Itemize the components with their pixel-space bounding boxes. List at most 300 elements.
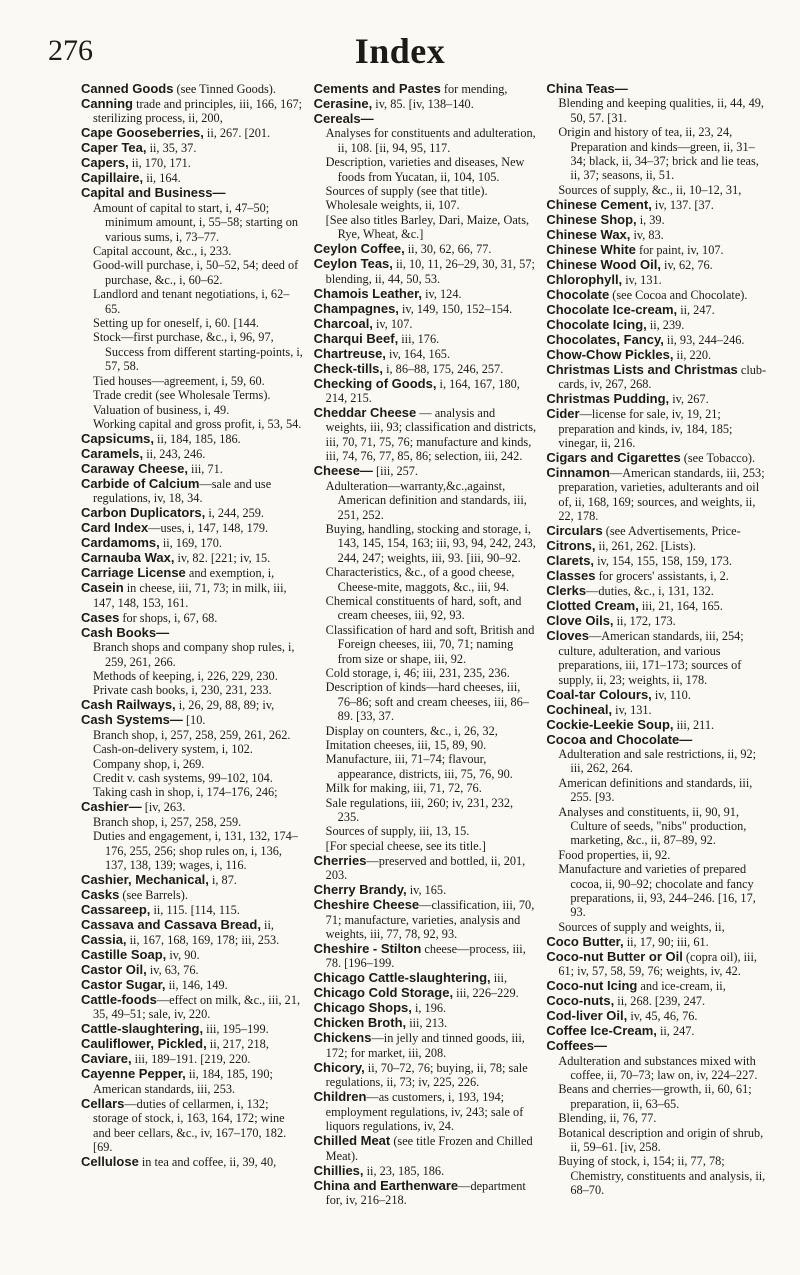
index-entry-text: iv, 164, 165.: [385, 346, 451, 361]
index-entry-heading: Cellulose: [81, 1154, 139, 1170]
index-entry: [546, 718, 770, 732]
index-subentry: Working capital and gross profit, i, 53, 54.: [93, 416, 302, 431]
index-entry-heading: Casks: [81, 887, 120, 902]
index-entry: [81, 1052, 305, 1066]
index-entry-text: iii, 21, 164, 165.: [638, 599, 723, 614]
index-entry: [546, 392, 770, 406]
index-entry-text: iv, 165.: [406, 883, 447, 898]
index-entry: [314, 362, 538, 376]
index-entry-text: —duties of cellarmen, i, 132; storage of stock, i, 163, 164, 172; wine and beer cellars, &c., iv, 167–170, 182. [69.: [93, 1096, 287, 1155]
index-entry: [81, 993, 305, 1022]
index-entry-heading: Cereals—: [313, 111, 374, 126]
index-entry: [81, 141, 305, 155]
index-entry: [546, 82, 770, 197]
index-subentry: Capital account, &c., i, 233.: [93, 244, 232, 259]
index-subentry: [For special cheese, see its title.]: [325, 838, 486, 853]
index-subentry: Analyses and constituents, ii, 90, 91, Culture of seeds, "nibs" production, marketing, &c., ii, 87–89, 92.: [558, 804, 747, 848]
index-entry-heading: Cassava and Cassava Bread,: [81, 917, 261, 932]
index-entry: [81, 800, 305, 872]
index-entry: [81, 626, 305, 698]
index-subentry: Branch shops and company shop rules, i, 259, 261, 266.: [93, 640, 295, 669]
index-subentry: Branch shop, i, 257, 258, 259.: [93, 814, 242, 829]
index-entry-text: ii, 247.: [677, 302, 715, 317]
index-entry-heading: Coal-tar Colours,: [546, 686, 652, 702]
index-entry: [546, 1009, 770, 1023]
index-entry: [546, 198, 770, 212]
index-entry-heading: Cattle-slaughtering,: [81, 1021, 204, 1037]
index-entry-text: cheese—process, iii, 78. [196–199.: [325, 942, 526, 971]
index-entry-heading: Chinese White: [546, 241, 636, 257]
index-entry-text: —sale and use regulations, iv, 18, 34.: [93, 476, 272, 506]
index-entry-heading: Carriage License: [81, 565, 186, 581]
index-entry: [314, 1090, 538, 1133]
index-entry: [546, 979, 770, 993]
index-entry-heading: Cherry Brandy,: [313, 882, 407, 898]
index-entry-heading: Cockie-Leekie Soup,: [546, 716, 674, 732]
index-entry: [81, 432, 305, 446]
index-entry: [81, 963, 305, 977]
index-entry-text: iv, 45, 46, 76.: [627, 1009, 698, 1024]
index-entry-text: and exemption, i,: [185, 566, 275, 581]
index-subentry: Characteristics, &c., of a good cheese, Cheese-mite, maggots, &c., iii, 94.: [325, 565, 515, 594]
index-entry: [81, 186, 305, 431]
index-entry: [81, 477, 305, 506]
index-entry: [546, 258, 770, 272]
index-entry-text: ii, 184, 185, 186.: [153, 431, 241, 446]
index-entry: [314, 406, 538, 464]
index-entry: [314, 854, 538, 883]
index-entry-heading: Charcoal,: [313, 315, 373, 331]
index-entry: [314, 302, 538, 316]
index-entry-text: i, 39.: [636, 212, 665, 227]
index-entry: [546, 318, 770, 332]
index-entry-heading: Cheese—: [313, 463, 373, 479]
page-number: 276: [48, 34, 93, 67]
index-entry-heading: Cape Gooseberries,: [81, 125, 204, 141]
index-entry: [81, 918, 305, 932]
index-entry-heading: Cod-liver Oil,: [546, 1008, 628, 1024]
index-entry: [81, 978, 305, 992]
index-entry-heading: Coffee Ice-Cream,: [546, 1023, 657, 1039]
index-entry-text: iv, 131.: [612, 702, 652, 717]
index-subentry: Wholesale weights, ii, 107.: [325, 198, 460, 213]
index-entry: [546, 703, 770, 717]
index-entry: [81, 581, 305, 610]
index-entry-heading: Cherries: [313, 852, 367, 868]
index-entry: [314, 317, 538, 331]
index-entry-heading: Chinese Shop,: [546, 211, 637, 227]
index-entry-text: iv, 137. [37.: [651, 197, 714, 212]
index-subentry: Cold storage, i, 46; iii, 231, 235, 236.: [325, 665, 510, 680]
index-entry: [81, 888, 305, 902]
index-column-3: [546, 82, 776, 1262]
index-entry-text: ii, 268. [239, 247.: [614, 994, 706, 1009]
index-entry-heading: Ceylon Teas,: [313, 256, 393, 272]
index-entry-heading: Canning: [81, 96, 133, 111]
index-entry: [81, 521, 305, 535]
index-subentry: Credit v. cash systems, 99–102, 104.: [93, 770, 273, 785]
index-entry-text: iii, 226–229.: [453, 986, 519, 1001]
index-entry: [314, 287, 538, 301]
index-subentry: Beans and cherries—growth, ii, 60, 61; preparation, ii, 63–65.: [558, 1082, 752, 1111]
index-entry-text: (copra oil), iii, 61; iv, 57, 58, 59, 76; weights, iv, 42.: [558, 949, 757, 979]
index-entry-text: i, 196.: [411, 1001, 447, 1016]
index-entry: [314, 1061, 538, 1090]
index-subentry: Buying of stock, i, 154; ii, 77, 78; Chemistry, constituents and analysis, ii, 68–70.: [558, 1154, 766, 1198]
index-entry-text: —department for, iv, 216–218.: [325, 1178, 526, 1207]
index-entry-heading: Coco Butter,: [546, 933, 624, 949]
index-subentry: [See also titles Barley, Dari, Maize, Oats, Rye, Wheat, &c.]: [325, 212, 530, 242]
index-entry-text: (see Cocoa and Chocolate).: [609, 287, 748, 302]
index-subentry: Landlord and tenant negotiations, i, 62–65.: [93, 287, 290, 316]
index-subentry: Classification of hard and soft, British and Foreign cheeses, iii, 70, 71; naming from size or shape, iii, 92.: [325, 622, 535, 666]
index-entry-heading: Cheshire - Stilton: [313, 941, 422, 957]
index-entry: [546, 348, 770, 362]
index-entry-heading: Chicago Cattle-slaughtering,: [313, 970, 491, 986]
index-entry: [81, 1022, 305, 1036]
index-entry-heading: Caraway Cheese,: [81, 460, 188, 476]
index-entry-text: iv, 63, 76.: [146, 963, 199, 977]
index-entry-text: ii, 10, 11, 26–29, 30, 31, 57; blending, ii, 44, 50, 53.: [325, 257, 535, 286]
index-entry: [314, 332, 538, 346]
index-subentry: Amount of capital to start, i, 47–50; minimum amount, i, 55–58; starting on various sums, i, 73–77.: [93, 200, 298, 244]
index-entry-text: iv, 90.: [166, 948, 200, 962]
index-entry-text: iv, 110.: [651, 687, 691, 702]
index-subentry: Manufacture and varieties of prepared cocoa, ii, 90–92; chocolate and fancy preparations, ii, 93, 244–246. [16, 17, 93.: [558, 862, 756, 920]
index-entry-heading: Cloves: [546, 628, 589, 644]
index-entry-heading: Cayenne Pepper,: [81, 1066, 186, 1082]
index-entry-text: iv, 267.: [669, 392, 709, 407]
index-entry-heading: Chocolate Icing,: [546, 316, 647, 332]
index-entry-text: for paint, iv, 107.: [635, 242, 724, 257]
index-entry-text: in tea and coffee, ii, 39, 40,: [138, 1155, 277, 1170]
index-subentry: Manufacture, iii, 71–74; flavour, appearance, districts, iii, 75, 76, 90.: [325, 752, 513, 781]
index-entry: [314, 82, 538, 96]
index-entry: [546, 288, 770, 302]
index-entry-text: in cheese, iii, 71, 73; in milk, iii, 147, 148, 153, 161.: [93, 581, 287, 610]
index-entry-text: ii,: [260, 918, 274, 932]
index-entry-text: iv, 62, 76.: [660, 257, 713, 272]
index-subentry: Sources of supply, &c., ii, 10–12, 31,: [558, 182, 742, 197]
index-entry-text: (see Barrels).: [119, 888, 188, 902]
index-entry-heading: Chicago Cold Storage,: [313, 985, 454, 1001]
index-subentry: Origin and history of tea, ii, 23, 24, Preparation and kinds—green, ii, 31–34; black, ii, 34–37; brick and lie teas, ii, 37; seasons, ii, 51.: [558, 125, 759, 183]
index-entry-heading: China Teas—: [546, 82, 628, 96]
index-entry-text: iii, 211.: [673, 717, 715, 732]
index-entry: [81, 713, 305, 799]
index-entry-heading: Cash Railways,: [81, 697, 176, 713]
index-entry-heading: Capital and Business—: [81, 185, 226, 201]
index-entry-text: [iii, 257.: [372, 464, 419, 479]
index-entry-heading: Chocolate: [546, 286, 610, 302]
index-subentry: Valuation of business, i, 49.: [93, 402, 230, 417]
index-entry: [546, 599, 770, 613]
index-entry-heading: Cashier—: [81, 799, 142, 815]
index-entry-text: ii, 167, 168, 169, 178; iii, 253.: [126, 933, 280, 947]
index-entry-text: iii, 213.: [406, 1016, 448, 1031]
index-entry-text: ii, 239.: [646, 317, 685, 332]
index-entry: [546, 629, 770, 687]
index-entry: [81, 1067, 305, 1096]
index-entry-text: iii, 195–199.: [203, 1022, 269, 1037]
index-entry: [546, 524, 770, 538]
index-entry-heading: Chocolate Ice-cream,: [546, 301, 678, 317]
index-entry: [81, 506, 305, 520]
index-subentry: Tied houses—agreement, i, 59, 60.: [93, 373, 265, 388]
index-entry-text: for mending,: [440, 82, 508, 96]
index-entry-heading: Cellars: [81, 1095, 125, 1111]
index-subentry: Display on counters, &c., i, 26, 32,: [325, 723, 498, 738]
index-entry: [546, 273, 770, 287]
index-entry: [314, 971, 538, 985]
index-entry-heading: Chicago Shops,: [313, 1000, 412, 1016]
index-entry: [546, 569, 770, 583]
index-entry-heading: Capillaire,: [81, 170, 144, 186]
index-entry-text: ii, 247.: [656, 1024, 695, 1039]
index-subentry: Milk for making, iii, 71, 72, 76.: [325, 781, 482, 796]
index-entry-heading: Cerasine,: [313, 96, 373, 111]
index-entry: [314, 1031, 538, 1060]
index-entry: [81, 551, 305, 565]
index-entry: [546, 466, 770, 524]
index-entry-heading: Caviare,: [81, 1051, 132, 1067]
index-subentry: Company shop, i, 269.: [93, 756, 205, 771]
index-entry: [81, 611, 305, 625]
index-entry-text: club-cards, iv, 267, 268.: [558, 362, 767, 392]
index-entry-text: iv, 83.: [630, 227, 664, 242]
index-entry-text: [iv, 263.: [141, 800, 186, 815]
index-entry-heading: Clarets,: [546, 553, 595, 569]
index-entry-text: iii, 71.: [187, 461, 223, 476]
index-entry: [314, 464, 538, 853]
index-entry: [546, 1024, 770, 1038]
index-columns: [81, 82, 776, 1262]
index-subentry: Branch shop, i, 257, 258, 259, 261, 262.: [93, 727, 291, 742]
index-entry: [81, 933, 305, 947]
index-entry: [314, 1134, 538, 1163]
index-entry-text: (see Tinned Goods).: [173, 82, 276, 96]
index-entry-heading: Cassia,: [81, 932, 127, 947]
index-entry-text: i, 244, 259.: [205, 506, 265, 521]
index-subentry: Blending and keeping qualities, ii, 44, 49, 50, 57. [31.: [558, 96, 764, 125]
index-entry: [81, 536, 305, 550]
index-entry-text: (see title Frozen and Chilled Meat).: [325, 1134, 533, 1163]
index-entry: [546, 228, 770, 242]
index-entry-heading: Coco-nut Butter or Oil: [546, 948, 683, 964]
index-subentry: Botanical description and origin of shrub, ii, 59–61. [iv, 258.: [558, 1125, 764, 1155]
index-entry-heading: Cigars and Cigarettes: [546, 450, 681, 466]
index-entry: [314, 1179, 538, 1208]
index-entry-heading: Cashier, Mechanical,: [81, 872, 209, 887]
index-entry: [546, 614, 770, 628]
index-entry-heading: Cases: [81, 609, 120, 625]
index-entry: [314, 347, 538, 361]
index-entry-heading: Christmas Lists and Christmas: [546, 361, 738, 377]
index-entry: [546, 363, 770, 392]
index-entry: [546, 333, 770, 347]
index-entry-heading: Cider: [546, 406, 580, 422]
index-entry: [314, 1016, 538, 1030]
index-entry: [546, 303, 770, 317]
index-entry-heading: Chartreuse,: [313, 345, 386, 361]
index-entry-heading: Coffees—: [546, 1038, 608, 1054]
index-entry: [546, 451, 770, 465]
index-entry-text: (see Tobacco).: [680, 451, 756, 466]
index-entry-text: ii, 146, 149.: [165, 978, 228, 992]
index-entry: [81, 698, 305, 712]
index-entry-text: iii, 189–191. [219, 220.: [131, 1052, 251, 1067]
index-entry-text: [10.: [182, 713, 206, 728]
index-entry-heading: Cash Books—: [81, 624, 170, 640]
index-entry-text: —as customers, i, 193, 194; employment regulations, iv, 243; sale of liquors regulations, iv, 24.: [325, 1090, 524, 1134]
index-entry: [81, 1155, 305, 1169]
index-entry-text: —preserved and bottled, ii, 201, 203.: [325, 853, 526, 883]
index-entry-text: i, 86–88, 175, 246, 257.: [383, 361, 504, 376]
index-entry-heading: Cinnamon: [546, 465, 610, 481]
index-entry-text: trade and principles, iii, 166, 167; sterilizing process, ii, 200,: [93, 97, 303, 126]
index-entry-text: ii, 169, 170.: [159, 536, 222, 551]
index-entry: [81, 126, 305, 140]
index-subentry: Analyses for constituents and adulteration, ii, 108. [ii, 94, 95, 117.: [325, 126, 536, 155]
index-entry-heading: Chow-Chow Pickles,: [546, 346, 674, 362]
index-entry-heading: Clotted Cream,: [546, 598, 639, 614]
index-entry-text: ii, 243, 246.: [143, 446, 206, 461]
index-entry: [81, 97, 305, 126]
index-entry: [546, 584, 770, 598]
index-subentry: Cash-on-delivery system, i, 102.: [93, 742, 253, 757]
index-entry-text: —in jelly and tinned goods, iii, 172; for market, iii, 208.: [325, 1031, 525, 1060]
index-entry-text: ii, 217, 218,: [206, 1037, 269, 1052]
index-subentry: Duties and engagement, i, 131, 132, 174–176, 255, 256; shop rules on, i, 136, 137, 138, 139; wages, i, 116.: [93, 829, 298, 872]
index-subentry: Imitation cheeses, iii, 15, 89, 90.: [325, 738, 487, 752]
index-entry-heading: Clove Oils,: [546, 613, 614, 629]
index-entry: [81, 462, 305, 476]
index-entry-text: iv, 82. [221; iv, 15.: [174, 551, 271, 566]
index-subentry: Food properties, ii, 92.: [558, 847, 671, 862]
index-entry-text: ii, 164.: [143, 171, 181, 186]
index-entry-text: ii, 170, 171.: [128, 156, 191, 171]
index-entry-heading: Chamois Leather,: [313, 285, 423, 301]
index-entry: [546, 243, 770, 257]
index-entry: [314, 242, 538, 256]
index-entry-text: i, 26, 29, 88, 89; iv,: [175, 698, 275, 713]
index-entry: [81, 948, 305, 962]
index-entry-text: ii, 261, 262. [Lists).: [595, 539, 696, 554]
index-entry: [314, 883, 538, 897]
index-entry: [314, 942, 538, 971]
index-entry: [81, 903, 305, 917]
index-entry-text: for shops, i, 67, 68.: [119, 610, 218, 625]
index-entry-text: ii, 184, 185, 190; American standards, iii, 253.: [93, 1067, 273, 1096]
index-entry-text: —effect on milk, &c., iii, 21, 35, 49–51; sale, iv, 220.: [93, 993, 301, 1022]
index-entry: [81, 873, 305, 887]
index-subentry: Trade credit (see Wholesale Terms).: [93, 388, 271, 403]
index-entry-heading: Chilled Meat: [313, 1133, 391, 1149]
index-entry: [314, 986, 538, 1000]
index-entry-heading: Champagnes,: [313, 300, 399, 316]
index-entry: [314, 1164, 538, 1178]
index-entry-heading: Caper Tea,: [81, 140, 147, 156]
index-entry: [546, 213, 770, 227]
index-entry-heading: Chicken Broth,: [313, 1015, 407, 1031]
index-entry: [546, 994, 770, 1008]
index-entry-text: ii, 220.: [673, 347, 712, 362]
index-entry-text: and ice-cream, ii,: [637, 979, 726, 994]
index-entry-heading: Carbide of Calcium: [81, 475, 200, 491]
index-entry-heading: Circulars: [546, 523, 603, 539]
index-entry-text: i, 87.: [208, 873, 237, 887]
index-entry-heading: Castor Oil,: [81, 962, 147, 977]
index-entry-heading: Cauliflower, Pickled,: [81, 1036, 207, 1052]
index-entry: [81, 156, 305, 170]
index-entry-text: i, 164, 167, 180, 214, 215.: [325, 376, 520, 406]
index-entry-text: for grocers' assistants, i, 2.: [595, 569, 729, 584]
index-entry-heading: Cheshire Cheese: [313, 897, 420, 913]
index-entry-heading: Cocoa and Chocolate—: [546, 731, 693, 747]
index-subentry: Description, varieties and diseases, New foods from Yucatan, ii, 104, 105.: [325, 155, 525, 184]
index-subentry: Private cash books, i, 230, 231, 233.: [93, 683, 272, 698]
index-entry-heading: Casein: [81, 580, 124, 596]
index-entry: [81, 1097, 305, 1155]
index-subentry: Setting up for oneself, i, 60. [144.: [93, 316, 259, 331]
index-entry: [314, 257, 538, 286]
index-entry: [81, 171, 305, 185]
index-subentry: Good-will purchase, i, 50–52, 54; deed of purchase, &c., i, 60–62.: [93, 258, 299, 287]
index-entry-heading: Christmas Pudding,: [546, 391, 670, 407]
index-entry-heading: Clerks: [546, 583, 587, 599]
index-entry: [546, 688, 770, 702]
index-entry-heading: Carbon Duplicators,: [81, 505, 206, 521]
index-subentry: Adulteration and substances mixed with coffee, ii, 70–73; law on, iv, 224–227.: [558, 1053, 758, 1082]
index-entry-heading: Cattle-foods: [81, 992, 157, 1007]
index-subentry: Sources of supply and weights, ii,: [558, 919, 725, 934]
index-entry: [314, 1001, 538, 1015]
index-entry: [546, 554, 770, 568]
index-subentry: Sale regulations, iii, 260; iv, 231, 232, 235.: [325, 795, 514, 825]
index-entry-text: iii, 176.: [398, 331, 440, 346]
index-entry-heading: Cochineal,: [546, 701, 613, 717]
index-subentry: Description of kinds—hard cheeses, iii, 76–86; soft and cream cheeses, iii, 86–89. [33, 37.: [325, 680, 529, 724]
index-entry: [314, 377, 538, 406]
index-subentry: Blending, ii, 76, 77.: [558, 1111, 657, 1126]
index-entry-heading: Chinese Wood Oil,: [546, 256, 661, 272]
index-entry-heading: Cardamoms,: [81, 535, 160, 551]
index-entry-heading: Cassareep,: [81, 902, 151, 917]
index-subentry: Taking cash in shop, i, 174–176, 246;: [93, 785, 278, 800]
index-entry-text: iv, 131.: [622, 272, 662, 287]
index-entry: [314, 112, 538, 242]
index-subentry: Sources of supply, iii, 13, 15.: [325, 824, 470, 839]
index-entry-heading: Checking of Goods,: [313, 375, 437, 391]
index-entry-text: —American standards, iii, 254; culture, adulteration, and various preparations, iii, 171–173; sources of supply, ii, 23; weights, ii, 178.: [558, 629, 744, 687]
index-entry: [546, 1039, 770, 1197]
index-entry-text: iv, 85. [iv, 138–140.: [372, 97, 474, 111]
index-entry-text: ii, 30, 62, 66, 77.: [404, 242, 492, 257]
index-entry-heading: Cash Systems—: [81, 712, 183, 728]
index-entry: [314, 97, 538, 111]
index-entry-heading: Capers,: [81, 155, 129, 171]
index-subentry: Stock—first purchase, &c., i, 96, 97, Success from different starting-points, i, 57, 58.: [93, 330, 303, 374]
index-entry-heading: Carnauba Wax,: [81, 550, 175, 566]
index-entry-heading: Cements and Pastes: [313, 82, 441, 96]
index-entry-heading: Children: [313, 1089, 367, 1105]
index-entry-text: (see Advertisements, Price-: [602, 524, 741, 539]
index-entry: [546, 407, 770, 450]
index-entry-heading: Castille Soap,: [81, 947, 167, 962]
index-entry-heading: Canned Goods: [81, 82, 174, 96]
index-entry-heading: Capsicums,: [81, 430, 154, 446]
index-entry: [546, 733, 770, 935]
